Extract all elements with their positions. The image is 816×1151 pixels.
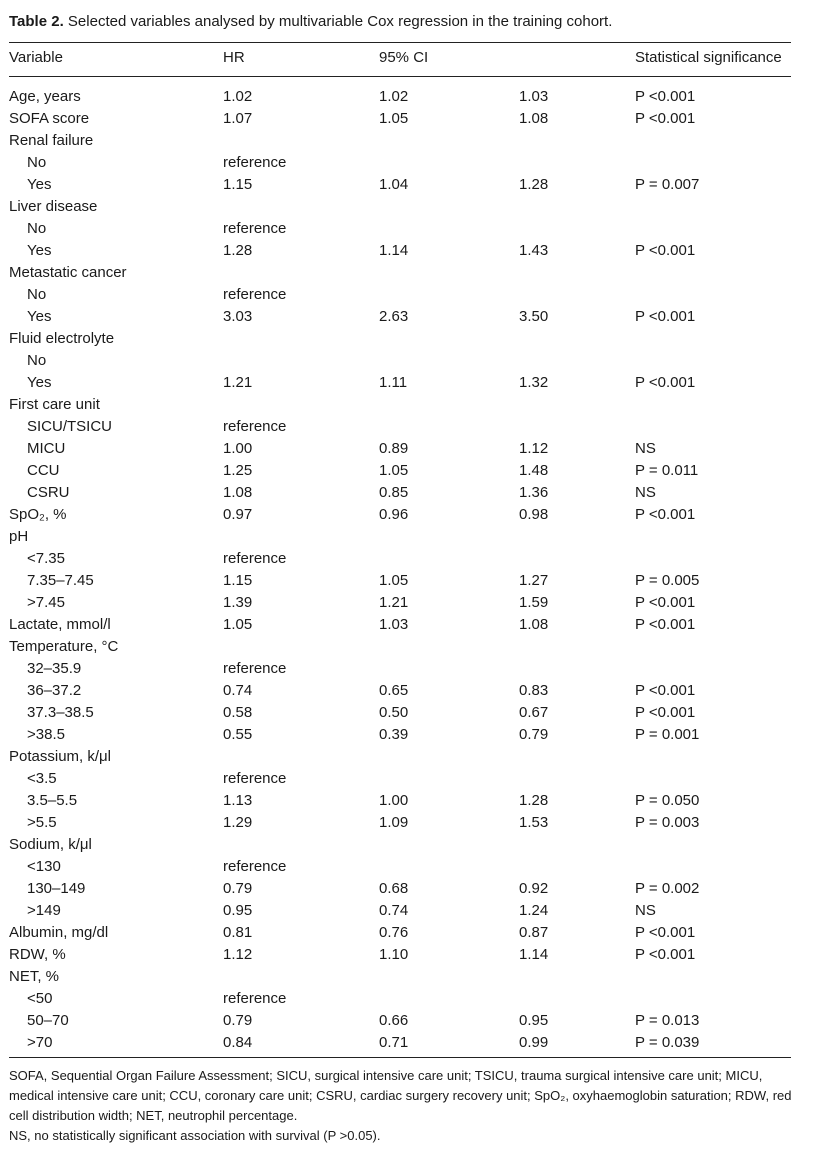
cell-ci-lower: 1.14 [379, 242, 409, 259]
cell-ci-upper: 1.36 [519, 484, 549, 501]
cell-significance: P = 0.005 [635, 572, 700, 589]
table-row [0, 152, 816, 174]
table-row [0, 966, 816, 988]
cell-ci-upper: 0.87 [519, 924, 549, 941]
cell-hr: 1.05 [223, 616, 253, 633]
cell-variable: 7.35–7.45 [27, 572, 94, 589]
table-row [0, 438, 816, 460]
cell-variable: >70 [27, 1034, 53, 1051]
table-row [0, 658, 816, 680]
cell-significance: NS [635, 440, 656, 457]
table-footnotes [9, 1066, 799, 1146]
cell-hr: 1.15 [223, 572, 253, 589]
cell-ci-lower: 0.68 [379, 880, 409, 897]
cell-ci-lower: 0.76 [379, 924, 409, 941]
table-row [0, 636, 816, 658]
cell-significance: P <0.001 [635, 110, 696, 127]
cell-variable: Fluid electrolyte [9, 330, 115, 347]
table-caption-text: Selected variables analysed by multivariable Cox regression in the training cohort. [67, 13, 613, 30]
cell-significance: P = 0.002 [635, 880, 700, 897]
table-row [0, 724, 816, 746]
table-row [0, 812, 816, 834]
cell-ci-upper: 1.14 [519, 946, 549, 963]
table-row [0, 790, 816, 812]
cell-hr: 1.15 [223, 176, 253, 193]
table-row [0, 944, 816, 966]
cell-ci-upper: 3.50 [519, 308, 549, 325]
cell-ci-upper: 1.32 [519, 374, 549, 391]
cell-hr: reference [223, 550, 287, 567]
cell-variable: No [27, 220, 47, 237]
cell-significance: P <0.001 [635, 616, 696, 633]
table-caption-label: Table 2. [9, 13, 64, 30]
footnote-ns: NS, no statistically significant association with survival (P >0.05). [9, 1128, 381, 1143]
cell-variable: >149 [27, 902, 61, 919]
cell-ci-lower: 1.10 [379, 946, 409, 963]
cell-variable: Albumin, mg/dl [9, 924, 109, 941]
cell-hr: reference [223, 220, 287, 237]
cell-ci-lower: 1.03 [379, 616, 409, 633]
table-row [0, 504, 816, 526]
cell-variable: pH [9, 528, 29, 545]
cell-hr: 0.79 [223, 880, 253, 897]
table-row [0, 284, 816, 306]
cell-hr: reference [223, 660, 287, 677]
top-rule [9, 42, 791, 43]
cell-ci-lower: 1.21 [379, 594, 409, 611]
table-row [0, 460, 816, 482]
cell-significance: P <0.001 [635, 88, 696, 105]
cell-ci-upper: 1.03 [519, 88, 549, 105]
cell-hr: reference [223, 286, 287, 303]
cell-significance: P = 0.001 [635, 726, 700, 743]
cell-hr: 0.95 [223, 902, 253, 919]
cell-variable: Liver disease [9, 198, 98, 215]
cell-variable: 37.3–38.5 [27, 704, 94, 721]
bottom-rule [9, 1057, 791, 1058]
table-body [0, 86, 816, 1054]
cell-variable: SpO₂, % [9, 506, 67, 523]
cell-variable: >5.5 [27, 814, 57, 831]
cell-ci-upper: 1.08 [519, 110, 549, 127]
cell-hr: reference [223, 418, 287, 435]
cell-variable: >7.45 [27, 594, 65, 611]
cell-variable: RDW, % [9, 946, 66, 963]
cell-ci-lower: 0.65 [379, 682, 409, 699]
cell-variable: Yes [27, 242, 52, 259]
cell-ci-lower: 2.63 [379, 308, 409, 325]
cell-ci-lower: 1.09 [379, 814, 409, 831]
cell-hr: 1.39 [223, 594, 253, 611]
cell-variable: Renal failure [9, 132, 94, 149]
cell-hr: 1.02 [223, 88, 253, 105]
table-row [0, 768, 816, 790]
cell-ci-lower: 1.11 [379, 374, 408, 391]
cell-variable: Metastatic cancer [9, 264, 127, 281]
table-row [0, 196, 816, 218]
cell-hr: 0.84 [223, 1034, 253, 1051]
cell-significance: P <0.001 [635, 704, 696, 721]
cell-ci-lower: 0.74 [379, 902, 409, 919]
cell-hr: 0.81 [223, 924, 253, 941]
cell-significance: P = 0.007 [635, 176, 700, 193]
cell-ci-upper: 0.95 [519, 1012, 549, 1029]
cell-significance: P <0.001 [635, 242, 696, 259]
table-row [0, 702, 816, 724]
cell-variable: Potassium, k/μl [9, 748, 112, 765]
cell-ci-lower: 1.02 [379, 88, 409, 105]
cell-ci-upper: 1.53 [519, 814, 549, 831]
cell-variable: No [27, 286, 47, 303]
cell-ci-lower: 1.04 [379, 176, 409, 193]
cell-significance: P <0.001 [635, 374, 696, 391]
cell-hr: reference [223, 154, 287, 171]
table-row [0, 548, 816, 570]
cell-variable: Yes [27, 308, 52, 325]
cell-significance: P <0.001 [635, 506, 696, 523]
table-row [0, 86, 816, 108]
cell-ci-lower: 0.66 [379, 1012, 409, 1029]
cell-significance: P <0.001 [635, 682, 696, 699]
table-row [0, 1010, 816, 1032]
cell-variable: CSRU [27, 484, 70, 501]
cell-variable: SICU/TSICU [27, 418, 113, 435]
table-row [0, 328, 816, 350]
table-row [0, 680, 816, 702]
cell-ci-lower: 1.00 [379, 792, 409, 809]
header-significance: Statistical significance [635, 49, 782, 66]
cell-hr: 0.79 [223, 1012, 253, 1029]
cell-variable: MICU [27, 440, 66, 457]
cell-variable: <7.35 [27, 550, 65, 567]
cell-variable: 3.5–5.5 [27, 792, 78, 809]
cell-variable: >38.5 [27, 726, 65, 743]
cell-significance: P <0.001 [635, 924, 696, 941]
cell-hr: 1.28 [223, 242, 253, 259]
cell-significance: P <0.001 [635, 946, 696, 963]
cell-hr: reference [223, 990, 287, 1007]
table-row [0, 922, 816, 944]
cell-ci-lower: 0.85 [379, 484, 409, 501]
cell-ci-lower: 0.89 [379, 440, 409, 457]
table-row [0, 372, 816, 394]
cell-variable: No [27, 154, 47, 171]
cell-ci-lower: 0.96 [379, 506, 409, 523]
cell-variable: Sodium, k/μl [9, 836, 92, 853]
cell-variable: <130 [27, 858, 61, 875]
cell-ci-upper: 0.99 [519, 1034, 549, 1051]
header-hr: HR [223, 49, 245, 66]
cell-hr: 1.12 [223, 946, 253, 963]
table-row [0, 592, 816, 614]
cell-hr: 1.29 [223, 814, 253, 831]
cell-variable: SOFA score [9, 110, 90, 127]
cell-hr: 0.74 [223, 682, 253, 699]
table-row [0, 240, 816, 262]
table-row [0, 306, 816, 328]
cell-variable: NET, % [9, 968, 60, 985]
cell-significance: P = 0.003 [635, 814, 700, 831]
cell-ci-lower: 0.71 [379, 1034, 409, 1051]
cell-significance: P = 0.050 [635, 792, 700, 809]
cell-ci-upper: 1.28 [519, 176, 549, 193]
cell-hr: 3.03 [223, 308, 253, 325]
cell-hr: 1.08 [223, 484, 253, 501]
table-row [0, 1032, 816, 1054]
cell-ci-upper: 0.92 [519, 880, 549, 897]
cell-ci-lower: 1.05 [379, 572, 409, 589]
cell-ci-lower: 1.05 [379, 462, 409, 479]
header-rule [9, 76, 791, 77]
cell-significance: NS [635, 484, 656, 501]
table-row [0, 262, 816, 284]
table-row [0, 900, 816, 922]
cell-variable: First care unit [9, 396, 100, 413]
cell-hr: 1.13 [223, 792, 253, 809]
cell-ci-upper: 1.12 [519, 440, 549, 457]
table-row [0, 834, 816, 856]
cell-hr: 1.00 [223, 440, 253, 457]
cell-variable: Yes [27, 374, 52, 391]
cell-hr: 1.25 [223, 462, 253, 479]
cell-variable: Temperature, °C [9, 638, 119, 655]
table-row [0, 416, 816, 438]
cell-significance: P = 0.039 [635, 1034, 700, 1051]
cell-ci-lower: 1.05 [379, 110, 409, 127]
cell-variable: Yes [27, 176, 52, 193]
cell-ci-upper: 1.43 [519, 242, 549, 259]
cell-hr: 1.07 [223, 110, 253, 127]
table-row [0, 878, 816, 900]
table-row [0, 482, 816, 504]
cell-hr: 0.97 [223, 506, 253, 523]
cell-significance: P = 0.013 [635, 1012, 700, 1029]
table-row [0, 174, 816, 196]
cell-ci-upper: 0.83 [519, 682, 549, 699]
cell-variable: 130–149 [27, 880, 86, 897]
table-row [0, 746, 816, 768]
cell-significance: P = 0.011 [635, 462, 699, 479]
table-row [0, 988, 816, 1010]
table-row [0, 570, 816, 592]
header-variable: Variable [9, 49, 63, 66]
cell-variable: Lactate, mmol/l [9, 616, 111, 633]
cell-ci-upper: 1.08 [519, 616, 549, 633]
table-row [0, 856, 816, 878]
table-row [0, 614, 816, 636]
table-row [0, 108, 816, 130]
header-ci: 95% CI [379, 49, 429, 66]
cell-variable: <50 [27, 990, 53, 1007]
cell-ci-upper: 1.28 [519, 792, 549, 809]
footnote-abbreviations: SOFA, Sequential Organ Failure Assessment; SICU, surgical intensive care unit; TSICU, trauma surgical intensive care unit; MICU, medical intensive care unit; CCU, coronary care unit; CSRU, cardiac surgery recovery unit; SpO₂, oxyhaemoglobin saturation; RDW, red cell distribution width; NET, neutrophil percentage. [9, 1068, 792, 1123]
cell-ci-upper: 1.27 [519, 572, 549, 589]
table-caption [9, 12, 809, 32]
cell-variable: 36–37.2 [27, 682, 82, 699]
cell-ci-lower: 0.39 [379, 726, 409, 743]
cell-hr: 0.58 [223, 704, 253, 721]
cell-ci-upper: 1.59 [519, 594, 549, 611]
table-row [0, 526, 816, 548]
cell-variable: <3.5 [27, 770, 57, 787]
cell-ci-upper: 0.67 [519, 704, 549, 721]
table-row [0, 130, 816, 152]
cell-hr: reference [223, 770, 287, 787]
table-row [0, 350, 816, 372]
cell-variable: Age, years [9, 88, 81, 105]
cell-variable: No [27, 352, 47, 369]
cell-ci-upper: 1.48 [519, 462, 549, 479]
cell-hr: reference [223, 858, 287, 875]
cell-variable: 50–70 [27, 1012, 69, 1029]
cell-ci-upper: 0.98 [519, 506, 549, 523]
cell-significance: P <0.001 [635, 594, 696, 611]
cell-significance: NS [635, 902, 656, 919]
cell-variable: CCU [27, 462, 60, 479]
cell-ci-upper: 0.79 [519, 726, 549, 743]
cell-hr: 1.21 [223, 374, 253, 391]
cell-ci-upper: 1.24 [519, 902, 549, 919]
table-row [0, 218, 816, 240]
cell-variable: 32–35.9 [27, 660, 82, 677]
cell-hr: 0.55 [223, 726, 253, 743]
cell-significance: P <0.001 [635, 308, 696, 325]
cell-ci-lower: 0.50 [379, 704, 409, 721]
table-row [0, 394, 816, 416]
